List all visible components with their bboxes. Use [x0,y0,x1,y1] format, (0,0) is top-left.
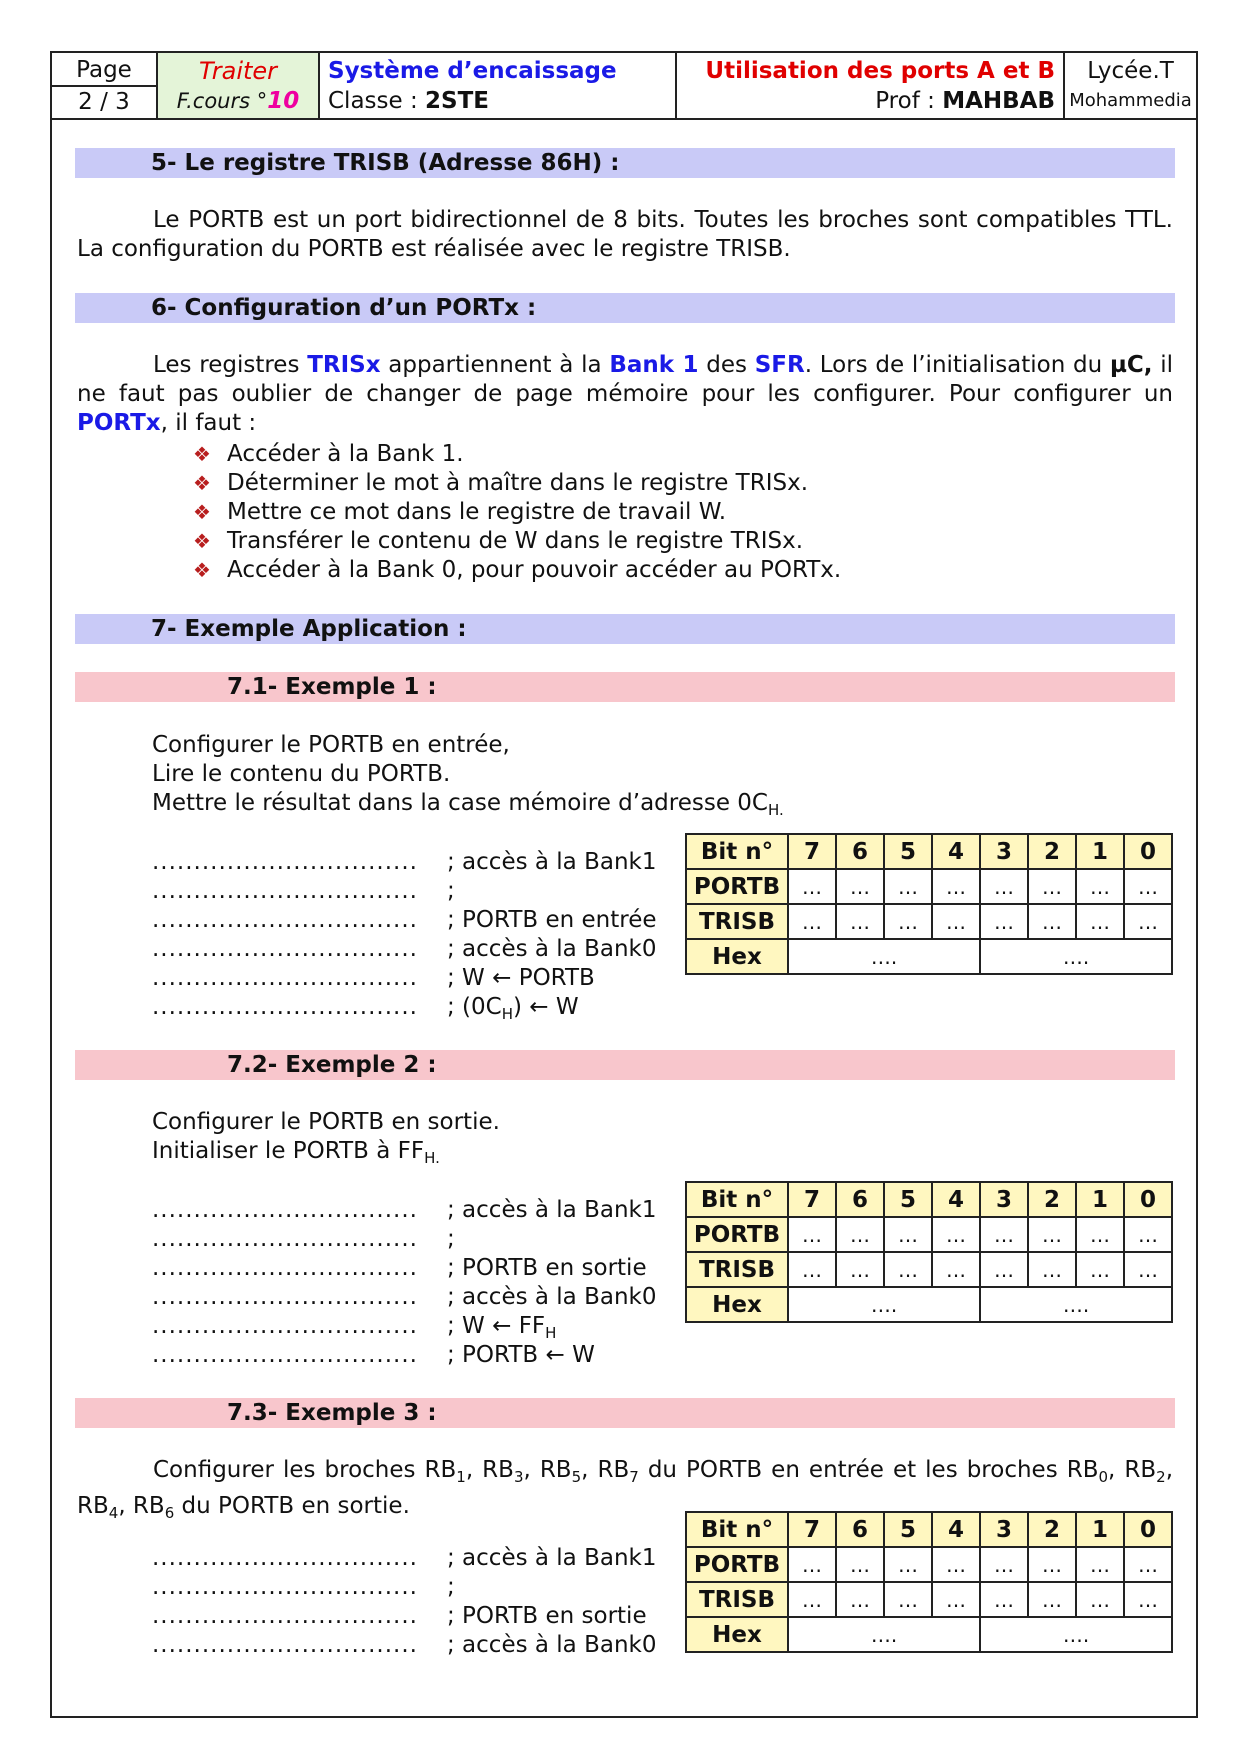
code-comment: ; PORTB en entrée [447,907,657,933]
bit-number: 3 [980,1512,1028,1547]
hex-low-nibble: …. [980,1287,1172,1322]
ex3-sub: 2 [1156,1468,1166,1486]
bit-number: 1 [1076,1182,1124,1217]
s6-portx: PORTx [77,410,161,436]
code-line [152,993,657,1022]
bit-cell: … [932,1217,980,1252]
step-text: Transférer le contenu de W dans le registre TRISx. [227,528,804,554]
table-row [686,1547,1172,1582]
code-line [152,1312,657,1341]
bit-number: 2 [1028,1512,1076,1547]
bit-cell: … [1124,1217,1172,1252]
fcours-number: 10 [267,87,300,114]
ex2-instruction-2 [152,1137,440,1173]
diamond-bullet-icon: ❖ [193,471,211,495]
bit-number: 3 [980,834,1028,869]
bit-cell: … [1028,1547,1076,1582]
bit-header-label: Bit n° [686,1182,788,1217]
hex-high-nibble: …. [788,939,980,974]
table-row [686,1252,1172,1287]
ex3-sub: 5 [571,1468,582,1486]
bit-cell: … [1076,869,1124,904]
title-cell [676,52,1064,119]
bit-header-label: Bit n° [686,1512,788,1547]
bit-table-ex1 [685,833,1173,975]
prof-value: MAHBAB [942,87,1055,114]
bit-number: 5 [884,834,932,869]
bit-cell: … [1124,904,1172,939]
table-row [686,1617,1172,1652]
section-5-body: Le PORTB est un port bidirectionnel de 8 bits. Toutes les broches sont compatibles TTL. La configuration du PORTB est réalisée avec le registre TRISB. [77,207,1173,262]
bit-number: 7 [788,1182,836,1217]
bit-cell: … [788,869,836,904]
code-line [152,877,657,906]
table-row [686,1512,1172,1547]
step-text: Accéder à la Bank 0, pour pouvoir accéder au PORTx. [227,557,842,583]
diamond-bullet-icon: ❖ [193,442,211,466]
section-5-heading: 5- Le registre TRISB (Adresse 86H) : [75,148,1175,178]
step-text: Déterminer le mot à maître dans le registre TRISx. [227,470,809,496]
bit-cell: … [980,1252,1028,1287]
code-comment: ; (0C [447,994,502,1020]
ex3-text: , RB [581,1457,630,1483]
bit-number: 7 [788,1512,836,1547]
bit-cell: … [1028,869,1076,904]
bit-number: 1 [1076,1512,1124,1547]
fill-in-blank: ................................ [152,1545,418,1571]
bit-cell: … [980,1217,1028,1252]
ex2-code [152,1196,657,1370]
hex-row-label: Hex [686,939,788,974]
page-cell [51,52,157,119]
code-comment: ; accès à la Bank0 [447,1284,657,1310]
fill-in-blank: ................................ [152,936,418,962]
hex-row-label: Hex [686,1617,788,1652]
s6-trisx: TRISx [307,352,381,378]
bit-number: 5 [884,1512,932,1547]
bit-cell: … [788,1582,836,1617]
code-line [152,964,657,993]
config-steps-list [193,440,841,585]
bit-number: 2 [1028,1182,1076,1217]
bit-cell: … [788,1252,836,1287]
fill-in-blank: ................................ [152,1313,418,1339]
code-comment: ; PORTB en sortie [447,1603,647,1629]
s6-t5: il ne faut pas oublier de changer de page mémoire pour les configurer. Pour configurer un [77,352,1174,407]
bit-cell: … [788,1217,836,1252]
trisb-row-label: TRISB [686,1582,788,1617]
list-item [193,556,841,585]
ex3-sub: 0 [1098,1468,1109,1486]
diamond-bullet-icon: ❖ [193,500,211,524]
bit-cell: … [980,869,1028,904]
bit-cell: … [884,869,932,904]
fill-in-blank: ................................ [152,1632,418,1658]
s6-uc: µC, [1109,352,1153,378]
ex3-text: du PORTB en sortie. [174,1493,410,1519]
code-comment: ; PORTB ← W [447,1342,595,1368]
ex3-text: , RB [465,1457,514,1483]
code-comment: ; [447,1574,455,1600]
bit-cell: … [1076,1217,1124,1252]
fcours-label: F.cours ° [176,88,268,113]
bit-cell: … [884,1582,932,1617]
code-sub: H [501,1005,514,1023]
ex1-l3-text: Mettre le résultat dans la case mémoire d’adresse 0C [152,790,768,816]
code-comment: ; PORTB en sortie [447,1255,647,1281]
diamond-bullet-icon: ❖ [193,529,211,553]
code-comment: ; W ← PORTB [447,965,595,991]
bit-cell: … [1028,1582,1076,1617]
list-item [193,498,841,527]
code-line [152,1254,657,1283]
ex3-code [152,1544,657,1660]
ex3-text: Configurer les broches RB [153,1457,457,1483]
bit-cell: … [836,904,884,939]
code-comment: ; accès à la Bank0 [447,936,657,962]
bit-cell: … [884,1217,932,1252]
bit-cell: … [1124,1582,1172,1617]
bit-number: 3 [980,1182,1028,1217]
table-row [686,834,1172,869]
code-line [152,1283,657,1312]
traiter-label: Traiter [198,56,278,85]
list-item [193,469,841,498]
school-city: Mohammedia [1069,89,1192,111]
header-table [50,51,1198,120]
bit-number: 0 [1124,834,1172,869]
ex3-sub: 1 [456,1468,466,1486]
code-line [152,1225,657,1254]
ex3-text: du PORTB en entrée et les broches RB [638,1457,1099,1483]
bit-number: 4 [932,834,980,869]
bit-cell: … [836,869,884,904]
ex3-text: , RB [523,1457,572,1483]
bit-cell: … [980,1547,1028,1582]
bit-table-ex3 [685,1511,1173,1653]
bit-cell: … [980,1582,1028,1617]
code-line [152,1196,657,1225]
bit-table-ex2 [685,1181,1173,1323]
bit-number: 1 [1076,834,1124,869]
bit-cell: … [884,904,932,939]
bit-number: 4 [932,1182,980,1217]
section-5-text [77,206,1173,264]
s6-t3: des [698,352,755,378]
s6-t1: Les registres [153,352,308,378]
portb-row-label: PORTB [686,1547,788,1582]
trisb-row-label: TRISB [686,1252,788,1287]
s6-t4: . Lors de l’initialisation du [804,352,1110,378]
code-line [152,1341,657,1370]
example-2-heading: 7.2- Exemple 2 : [75,1050,1175,1080]
bit-cell: … [1076,1547,1124,1582]
code-comment: ) ← W [513,994,579,1020]
bit-number: 6 [836,1182,884,1217]
cours-cell [157,52,319,119]
code-line [152,935,657,964]
ex1-instruction-2: Lire le contenu du PORTB. [152,761,451,787]
ex3-text: , RB [77,1457,1173,1519]
list-item [193,440,841,469]
fill-in-blank: ................................ [152,1197,418,1223]
hex-row-label: Hex [686,1287,788,1322]
bit-cell: … [1076,1582,1124,1617]
bit-number: 5 [884,1182,932,1217]
system-title: Système d’encaissage [328,57,617,84]
bit-cell: … [932,1582,980,1617]
bit-cell: … [1028,904,1076,939]
bit-cell: … [1124,869,1172,904]
ex1-instruction-1: Configurer le PORTB en entrée, [152,732,510,758]
ex2-l2-text: Initialiser le PORTB à FF [152,1138,425,1164]
fill-in-blank: ................................ [152,1342,418,1368]
fill-in-blank: ................................ [152,965,418,991]
code-comment: ; W ← FF [447,1313,546,1339]
code-line [152,906,657,935]
bit-cell: … [1076,1252,1124,1287]
ex3-sub: 3 [513,1468,524,1486]
fill-in-blank: ................................ [152,907,418,933]
table-row [686,1217,1172,1252]
bit-cell: … [836,1217,884,1252]
step-text: Accéder à la Bank 1. [227,441,464,467]
school-name: Lycée.T [1087,57,1174,84]
bit-number: 6 [836,1512,884,1547]
bit-number: 7 [788,834,836,869]
table-row [686,869,1172,904]
system-cell [319,52,676,119]
ex3-text: , RB [118,1493,165,1519]
bit-number: 0 [1124,1182,1172,1217]
bit-header-label: Bit n° [686,834,788,869]
code-comment: ; [447,878,455,904]
bit-cell: … [1028,1217,1076,1252]
bit-cell: … [1028,1252,1076,1287]
hex-high-nibble: …. [788,1287,980,1322]
ex1-code [152,848,657,1022]
table-row [686,904,1172,939]
bit-number: 6 [836,834,884,869]
bit-cell: … [1124,1252,1172,1287]
fill-in-blank: ................................ [152,878,418,904]
section-6-text [77,351,1173,438]
bit-cell: … [980,904,1028,939]
code-comment: ; accès à la Bank1 [447,1197,657,1223]
bit-cell: … [788,1547,836,1582]
bit-cell: … [836,1582,884,1617]
bit-cell: … [836,1252,884,1287]
code-line [152,848,657,877]
code-line [152,1631,657,1660]
code-comment: ; accès à la Bank0 [447,1632,657,1658]
trisb-row-label: TRISB [686,904,788,939]
ex3-text: , RB [1108,1457,1157,1483]
bit-cell: … [932,869,980,904]
page-number: 2 / 3 [52,85,156,117]
fill-in-blank: ................................ [152,1603,418,1629]
fill-in-blank: ................................ [152,849,418,875]
school-cell [1064,52,1197,119]
s6-bank1: Bank 1 [609,352,699,378]
bit-cell: … [1124,1547,1172,1582]
bit-cell: … [932,1547,980,1582]
ex2-l2-sub: H. [424,1149,440,1167]
hex-high-nibble: …. [788,1617,980,1652]
fill-in-blank: ................................ [152,1226,418,1252]
portb-row-label: PORTB [686,869,788,904]
fill-in-blank: ................................ [152,1574,418,1600]
hex-low-nibble: …. [980,1617,1172,1652]
doc-title: Utilisation des ports A et B [705,57,1055,84]
s6-t6: , il faut : [160,410,257,436]
bit-cell: … [884,1547,932,1582]
bit-number: 4 [932,1512,980,1547]
code-comment: ; [447,1226,455,1252]
example-1-heading: 7.1- Exemple 1 : [75,672,1175,702]
s6-sfr: SFR [754,352,805,378]
portb-row-label: PORTB [686,1217,788,1252]
bit-cell: … [884,1252,932,1287]
fill-in-blank: ................................ [152,1284,418,1310]
bit-cell: … [788,904,836,939]
code-comment: ; accès à la Bank1 [447,1545,657,1571]
code-comment: ; accès à la Bank1 [447,849,657,875]
bit-cell: … [836,1547,884,1582]
list-item [193,527,841,556]
step-text: Mettre ce mot dans le registre de travail W. [227,499,727,525]
bit-number: 2 [1028,834,1076,869]
page-label: Page [76,56,132,83]
ex2-instruction-1: Configurer le PORTB en sortie. [152,1109,500,1135]
bit-cell: … [1076,904,1124,939]
ex1-instruction-3 [152,789,784,825]
ex3-sub: 7 [629,1468,639,1486]
bit-cell: … [932,904,980,939]
fill-in-blank: ................................ [152,994,418,1020]
classe-label: Classe : [328,87,426,114]
fill-in-blank: ................................ [152,1255,418,1281]
code-line [152,1544,657,1573]
table-row [686,1582,1172,1617]
example-3-heading: 7.3- Exemple 3 : [75,1398,1175,1428]
ex3-sub: 4 [108,1504,119,1522]
section-7-heading: 7- Exemple Application : [75,614,1175,644]
s6-t2: appartiennent à la [380,352,610,378]
code-line [152,1573,657,1602]
table-row [686,939,1172,974]
table-row [686,1182,1172,1217]
diamond-bullet-icon: ❖ [193,558,211,582]
bit-cell: … [932,1252,980,1287]
section-6-heading: 6- Configuration d’un PORTx : [75,293,1175,323]
bit-number: 0 [1124,1512,1172,1547]
prof-label: Prof : [875,87,943,114]
ex1-l3-sub: H. [768,801,784,819]
code-sub: H [545,1324,557,1342]
table-row [686,1287,1172,1322]
classe-value: 2STE [425,87,489,114]
hex-low-nibble: …. [980,939,1172,974]
code-line [152,1602,657,1631]
ex3-sub: 6 [164,1504,175,1522]
